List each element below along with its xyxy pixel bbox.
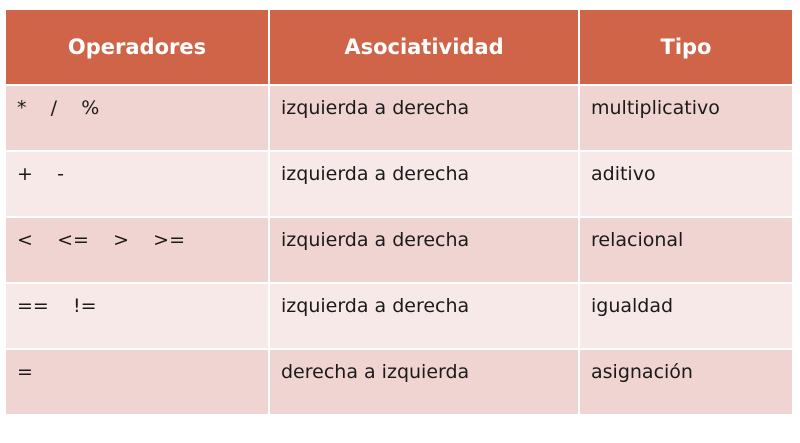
operator-precedence-table-container [6, 10, 792, 416]
table-body [6, 85, 792, 415]
cell-tipo: igualdad [579, 283, 792, 349]
table-row [6, 151, 792, 217]
header-row [6, 10, 792, 85]
cell-tipo: multiplicativo [579, 85, 792, 151]
cell-asociatividad: izquierda a derecha [269, 85, 579, 151]
table-header [6, 10, 792, 85]
cell-tipo: relacional [579, 217, 792, 283]
operator-precedence-table [6, 10, 792, 416]
header-operadores: Operadores [6, 10, 269, 85]
table-row [6, 85, 792, 151]
table-row [6, 217, 792, 283]
cell-operadores: = [6, 349, 269, 415]
cell-asociatividad: izquierda a derecha [269, 283, 579, 349]
cell-tipo: asignación [579, 349, 792, 415]
table-row [6, 283, 792, 349]
cell-operadores: == != [6, 283, 269, 349]
cell-operadores: < <= > >= [6, 217, 269, 283]
cell-asociatividad: izquierda a derecha [269, 151, 579, 217]
cell-operadores: * / % [6, 85, 269, 151]
table-row [6, 349, 792, 415]
cell-asociatividad: izquierda a derecha [269, 217, 579, 283]
header-tipo: Tipo [579, 10, 792, 85]
cell-tipo: aditivo [579, 151, 792, 217]
cell-operadores: + - [6, 151, 269, 217]
cell-asociatividad: derecha a izquierda [269, 349, 579, 415]
header-asociatividad: Asociatividad [269, 10, 579, 85]
